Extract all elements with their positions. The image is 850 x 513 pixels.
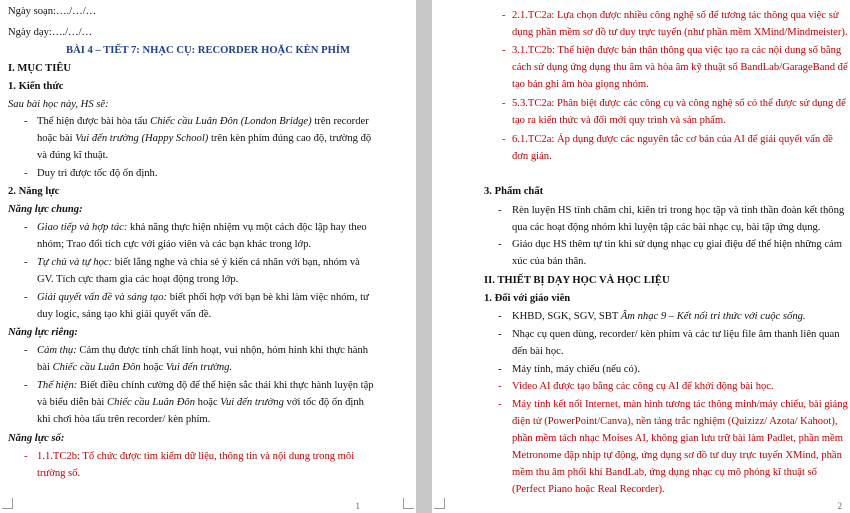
- bullet: -: [498, 311, 502, 322]
- bullet: -: [24, 116, 28, 127]
- subsection-heading: 3. Phẩm chất: [484, 186, 544, 197]
- paragraph-line: trường số.: [37, 468, 81, 479]
- paragraph-line: 1.1.TC2b: Tổ chức được tìm kiếm dữ liệu, thông tin và nội dung trong môi: [37, 451, 355, 462]
- paragraph-line: Thể hiện được bài hòa tấu Chiếc cầu Luân Đôn (London Bridge) trên recorder: [37, 116, 369, 127]
- paragraph-line: Thể hiện: Biết điều chỉnh cường độ để thể hiện sắc thái khi thực hành luyện tập: [37, 380, 374, 391]
- paragraph-line: mềm thu âm phối khí BandLab, ứng dụng nhạc cụ mô phỏng kĩ thuật số: [512, 467, 817, 478]
- paragraph-line: đến bài học.: [512, 346, 564, 357]
- paragraph-line: Giao tiếp và hợp tác: khả năng thực hiện nhiệm vụ một cách độc lập hay theo: [37, 222, 367, 233]
- document-page-1: [0, 0, 416, 513]
- subsection-label: Năng lực riêng:: [8, 327, 78, 338]
- paragraph-line: nhóm; Trao đổi tích cực với giáo viên và các bạn khác trong lớp.: [37, 239, 312, 250]
- paragraph-line: khi chơi hòa tấu trên recorder/ kèn phím.: [37, 414, 211, 425]
- paragraph-line: hoặc bài Vui đến trường (Happy School) trên kèn phím đúng cao độ, trường độ: [37, 133, 372, 144]
- paragraph-line: đơn giản.: [512, 151, 552, 162]
- paragraph-line: qua các hoạt động nhóm khi luyện tập các bài nhạc cụ, bài tập ứng dụng.: [512, 222, 821, 233]
- paragraph-line: tạo ra kiến thức và đổi mới quy trình và sản phẩm.: [512, 115, 726, 126]
- bullet: -: [502, 45, 506, 56]
- intro-text: Sau bài học này, HS sẽ:: [8, 99, 109, 110]
- bullet: -: [502, 10, 506, 21]
- bullet: -: [24, 292, 28, 303]
- subsection-heading: 2. Năng lực: [8, 186, 60, 197]
- margin-mark: [2, 498, 13, 509]
- paragraph-line: phần mềm tách nhạc Moises AI, không gian lưu trữ bài làm Padlet, phần mềm: [512, 433, 843, 444]
- subsection-heading: 1. Đối với giáo viên: [484, 293, 571, 304]
- paragraph-line: điện tử (PowerPoint/Canva), nền tảng trắc nghiệm (Quizizz/ Azota/ Kahoot),: [512, 416, 838, 427]
- paragraph-line: Máy tính, máy chiếu (nếu có).: [512, 364, 640, 375]
- bullet: -: [24, 257, 28, 268]
- bullet: -: [502, 134, 506, 145]
- subsection-label: Năng lực số:: [8, 433, 65, 444]
- paragraph-line: bài Chiếc cầu Luân Đôn hoặc Vui đến trường.: [37, 362, 233, 373]
- paragraph-line: 3.1.TC2b: Thể hiện được bản thân thông qua việc tạo ra các nội dung số bằng: [512, 45, 842, 56]
- page-number: 1: [355, 501, 360, 511]
- bullet: -: [498, 329, 502, 340]
- bullet: -: [498, 239, 502, 250]
- bullet: -: [24, 345, 28, 356]
- bullet: -: [24, 451, 28, 462]
- bullet: -: [24, 222, 28, 233]
- margin-mark: [403, 498, 414, 509]
- date-prepared: Ngày soạn:…./…/…: [8, 6, 97, 17]
- paragraph-line: Tự chủ và tự học: biết lắng nghe và chia sẻ ý kiến cá nhân với bạn, nhóm và: [37, 257, 360, 268]
- section-heading: II. THIẾT BỊ DẠY HỌC VÀ HỌC LIỆU: [484, 275, 670, 286]
- paragraph-line: Cảm thụ: Cảm thụ được tính chất linh hoạt, vui nhộn, hóm hỉnh khi thực hành: [37, 345, 369, 356]
- bullet: -: [498, 205, 502, 216]
- bullet: -: [498, 364, 502, 375]
- document-page-2: [432, 0, 850, 513]
- lesson-title: BÀI 4 – TIẾT 7: NHẠC CỤ: RECORDER HOẶC KÈN PHÍM: [66, 45, 350, 56]
- paragraph-line: Video AI được tạo bằng các công cụ AI để khởi động bài học.: [512, 381, 774, 392]
- bullet: -: [24, 380, 28, 391]
- bullet: -: [24, 168, 28, 179]
- paragraph-line: cách sử dụng ứng dụng thu âm và hòa âm kỹ thuật số BandLab/GarageBand để: [512, 62, 848, 73]
- paragraph-line: Rèn luyện HS tính chăm chỉ, kiên trì trong học tập và tinh thần đoàn kết thông: [512, 205, 845, 216]
- paragraph-line: Giải quyết vấn đề và sáng tạo: biết phối hợp với bạn bè khi làm việc nhóm, tư: [37, 292, 369, 303]
- bullet: -: [498, 399, 502, 410]
- paragraph-line: Duy trì được tốc độ ổn định.: [37, 168, 158, 179]
- paragraph-line: và đúng kĩ thuật.: [37, 150, 109, 161]
- bullet: -: [498, 381, 502, 392]
- paragraph-line: duy logic, sáng tạo khi giải quyết vấn đề.: [37, 309, 212, 320]
- paragraph-line: dụng phần mềm sơ đồ tư duy trực tuyến (như phần mềm XMind/Mindmeister).: [512, 27, 848, 38]
- date-taught: Ngày dạy:…./…/…: [8, 27, 93, 38]
- paragraph-line: xúc của bản thân.: [512, 256, 587, 267]
- bullet: -: [502, 98, 506, 109]
- paragraph-line: Metronome đập nhịp tự động, ứng dụng sơ đồ tư duy trực tuyến XMind, phần: [512, 450, 842, 461]
- subsection-heading: 1. Kiến thức: [8, 81, 64, 92]
- paragraph-line: 5.3.TC2a: Phân biệt được các công cụ và công nghệ số có thể được sử dụng để: [512, 98, 846, 109]
- paragraph-line: tạo bản ghi âm hòa giọng nhóm.: [512, 79, 649, 90]
- margin-mark: [434, 498, 445, 509]
- section-heading: I. MỤC TIÊU: [8, 63, 72, 74]
- paragraph-line: Giáo dục HS thêm tự tin khi sử dụng nhạc cụ giai điệu để thể hiện những cảm: [512, 239, 842, 250]
- paragraph-line: Nhạc cụ quen dùng, recorder/ kèn phím và các tư liệu file âm thanh liên quan: [512, 329, 840, 340]
- paragraph-line: KHBD, SGK, SGV, SBT Âm nhạc 9 – Kết nối tri thức với cuộc sống.: [512, 311, 806, 322]
- paragraph-line: 2.1.TC2a: Lựa chọn được nhiều công nghệ số để tương tác thông qua việc sử: [512, 10, 839, 21]
- paragraph-line: 6.1.TC2a: Áp dụng được các nguyên tắc cơ bản của AI để giải quyết vấn đề: [512, 134, 833, 145]
- paragraph-line: GV. Tích cực tham gia các hoạt động trong lớp.: [37, 274, 239, 285]
- subsection-label: Năng lực chung:: [8, 204, 83, 215]
- paragraph-line: và biểu diễn bài Chiếc cầu Luân Đôn hoặc Vui đến trường với tốc độ ổn định: [37, 397, 364, 408]
- paragraph-line: Máy tính kết nối Internet, màn hình tương tác thông minh/máy chiếu, bài giảng: [512, 399, 848, 410]
- page-number: 2: [837, 501, 842, 511]
- paragraph-line: (Perfect Piano hoặc Real Recorder).: [512, 484, 665, 495]
